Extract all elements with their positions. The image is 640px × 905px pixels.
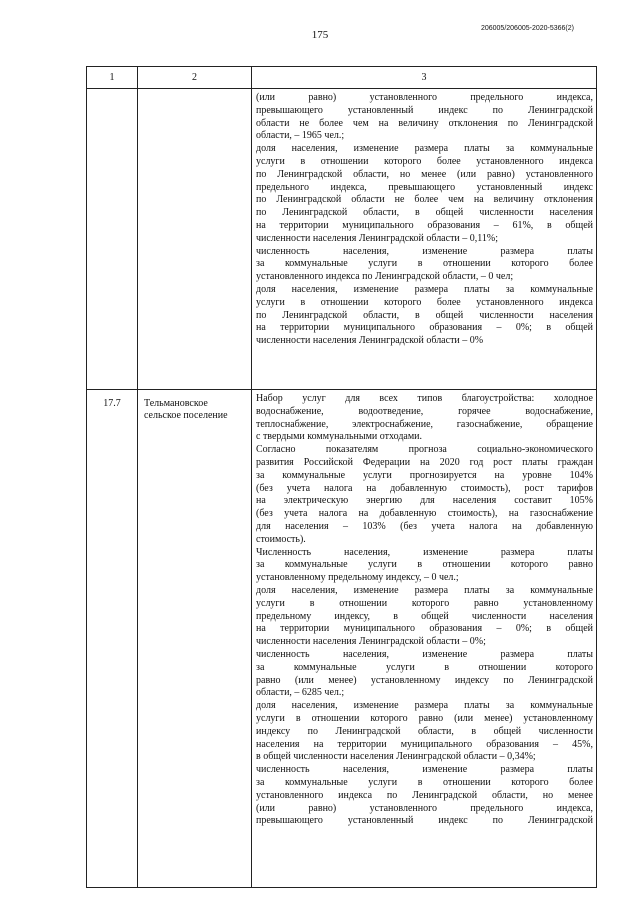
text-line: предельному индексу, в общей численности населения	[256, 610, 593, 622]
text-line: доля населения, изменение размера платы за коммунальные	[256, 283, 593, 295]
row-number-cell: 17.7	[87, 390, 138, 888]
text-line: на территории муниципального образования – 61%, в общей	[256, 219, 593, 231]
settlement-name-line: сельское поселение	[144, 410, 228, 421]
text-line: доля населения, изменение размера платы за коммунальные	[256, 584, 593, 596]
document-code: 206005/206005-2020-5366(2)	[480, 25, 574, 32]
text-line: области не более чем на величину отклонения по Ленинградской	[256, 117, 593, 129]
text-line: услуги в отношении которого равно (или менее) установленному	[256, 712, 593, 724]
text-line: Согласно показателям прогноза социально-экономического	[256, 444, 593, 456]
text-line: установленному предельному индексу, – 0 чел.;	[256, 572, 459, 584]
text-line: для населения – 103% (без учета налога на добавленную	[256, 520, 593, 532]
text-line: превышающего установленный индекс по Ленинградской	[256, 104, 593, 116]
text-line: за коммунальные услуги в отношении которого равно	[256, 559, 593, 571]
text-line: в общей численности населения Ленинградской области – 0,34%;	[256, 751, 536, 763]
text-line: превышающего установленный индекс по Ленинградской	[256, 815, 593, 827]
text-line: численность населения, изменение размера платы	[256, 648, 593, 660]
text-line: индексу по Ленинградской области, в общей численности	[256, 725, 593, 737]
text-line: доля населения, изменение размера платы за коммунальные	[256, 143, 593, 155]
text-line: численность населения, изменение размера платы	[256, 245, 593, 257]
text-line: населения на территории муниципального образования – 45%,	[256, 738, 593, 750]
text-line: установленного индекса по Ленинградской области, но менее	[256, 789, 593, 801]
text-line: услуги в отношении которого более установленного индекса	[256, 296, 593, 308]
text-line: по Ленинградской области не более чем на величину отклонения	[256, 194, 593, 206]
text-line: водоснабжение, водоотведение, горячее водоснабжение,	[256, 405, 593, 417]
row-number-cell	[87, 89, 138, 390]
text-line: стоимость).	[256, 533, 306, 545]
text-line: равно (или менее) установленному индексу по Ленинградской	[256, 674, 593, 686]
text-line: (или равно) установленного предельного индекса,	[256, 802, 593, 814]
text-line: развития Российской Федерации на 2020 год рост платы граждан	[256, 456, 593, 468]
table-header-row	[87, 67, 597, 89]
text-line: предельного индекса, превышающего установленный индекс	[256, 181, 593, 193]
text-line: области, – 6285 чел.;	[256, 687, 345, 699]
text-line: на территории муниципального образования – 0%; в общей	[256, 322, 593, 334]
text-line: численности населения Ленинградской области – 0%	[256, 335, 484, 347]
text-line: за коммунальные услуги в отношении которого более	[256, 776, 593, 788]
text-line: по Ленинградской области, в общей численности населения	[256, 309, 593, 321]
column-header-2: 2	[138, 67, 252, 89]
text-line: установленного индекса по Ленинградской области, – 0 чел;	[256, 271, 514, 283]
text-line: Набор услуг для всех типов благоустройства: холодное	[256, 393, 593, 404]
text-line: на территории муниципального образования – 0%; в общей	[256, 623, 593, 635]
text-line: с твердыми коммунальными отходами.	[256, 431, 423, 443]
text-line: по Ленинградской области, но менее (или равно) установленного	[256, 168, 593, 180]
text-line: на электрическую энергию для населения составит 105%	[256, 495, 593, 507]
text-line: услуги в отношении которого более установленного индекса	[256, 155, 593, 167]
text-line: (без учета налога на добавленную стоимость), рост тарифов	[256, 482, 593, 494]
text-line: (без учета налога на добавленную стоимость), на газоснабжение	[256, 508, 593, 520]
text-line: услуги в отношении которого равно установленному	[256, 597, 593, 609]
column-header-3: 3	[252, 67, 597, 89]
text-line: (или равно) установленного предельного индекса,	[256, 92, 593, 103]
row-text-cell	[252, 89, 597, 390]
data-table	[86, 66, 597, 888]
text-line: Численность населения, изменение размера платы	[256, 546, 593, 558]
text-line: теплоснабжение, электроснабжение, газоснабжение, обращение	[256, 418, 593, 430]
row-name-cell	[138, 89, 252, 390]
table-row	[87, 89, 597, 390]
page-number: 175	[311, 29, 329, 41]
column-header-1: 1	[87, 67, 138, 89]
row-name-cell	[138, 390, 252, 888]
text-line: численности населения Ленинградской области – 0,11%;	[256, 232, 499, 244]
text-line: по Ленинградской области, в общей численности населения	[256, 207, 593, 219]
table-row	[87, 390, 597, 888]
text-line: доля населения, изменение размера платы за коммунальные	[256, 700, 593, 712]
text-line: численность населения, изменение размера платы	[256, 764, 593, 776]
row-text-cell	[252, 390, 597, 888]
text-line: за коммунальные услуги в отношении которого	[256, 661, 593, 673]
settlement-name-line: Тельмановское	[144, 398, 208, 409]
text-line: численности населения Ленинградской области – 0%;	[256, 636, 486, 648]
text-line: за коммунальные услуги прогнозируется на уровне 104%	[256, 469, 593, 481]
text-line: за коммунальные услуги в отношении которого более	[256, 258, 593, 270]
text-line: области, – 1965 чел.;	[256, 130, 345, 142]
